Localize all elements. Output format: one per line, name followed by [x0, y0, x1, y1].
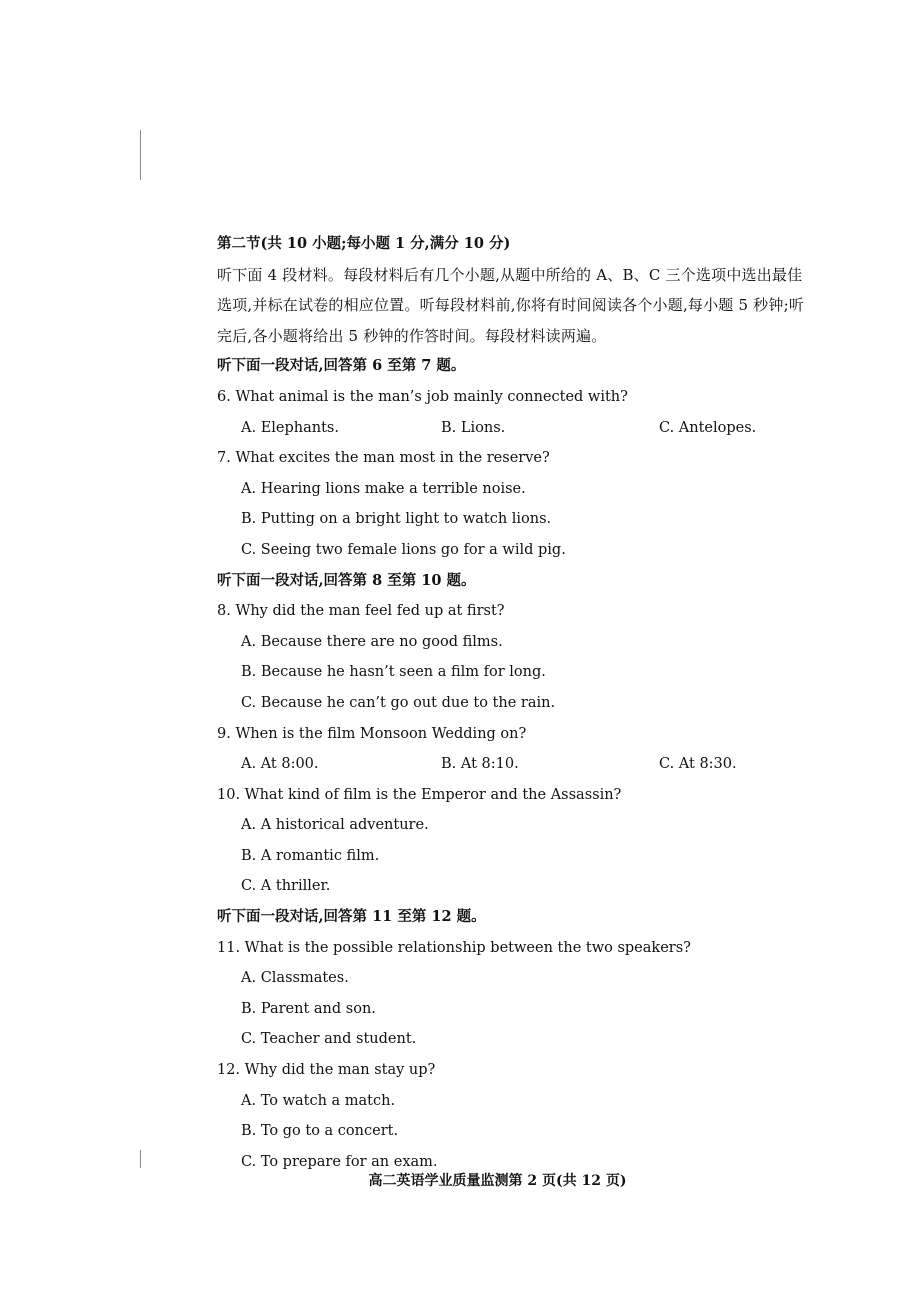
instructions: [217, 260, 817, 352]
page-footer: 高二英语学业质量监测第 2 页(共 12 页): [368, 1173, 627, 1189]
option-b: B. Lions.: [441, 419, 506, 436]
question-stem: 8. Why did the man feel fed up at first?: [217, 603, 505, 620]
option-a: A. To watch a match.: [241, 1092, 396, 1109]
option-c: C. At 8:30.: [659, 756, 737, 773]
question: [217, 719, 817, 780]
question: [217, 1055, 817, 1177]
question-group: [217, 351, 817, 565]
option-c: C. Antelopes.: [659, 419, 757, 436]
question-stem: 7. What excites the man most in the reserve?: [217, 450, 550, 467]
scan-artifact: [140, 1150, 141, 1168]
option-c: C. To prepare for an exam.: [241, 1153, 438, 1170]
question: [217, 443, 817, 565]
option-c: C. Teacher and student.: [241, 1031, 417, 1048]
group-heading: 听下面一段对话,回答第 11 至第 12 题。: [217, 908, 486, 926]
option-a: A. Because there are no good films.: [241, 633, 503, 650]
instruction-line: 选项,并标在试卷的相应位置。听每段材料前,你将有时间阅读各个小题,每小题 5 秒钟;听: [217, 296, 805, 315]
question: [217, 933, 817, 1055]
question-stem: 6. What animal is the man’s job mainly connected with?: [217, 388, 628, 405]
group-heading: 听下面一段对话,回答第 8 至第 10 题。: [217, 571, 476, 589]
option-b: B. Because he hasn’t seen a film for long.: [241, 664, 546, 681]
option-row: [217, 413, 817, 444]
option-a: A. Hearing lions make a terrible noise.: [241, 480, 526, 497]
option-a: A. A historical adventure.: [241, 817, 429, 834]
option-b: B. Putting on a bright light to watch lions.: [241, 511, 552, 528]
instruction-line: 完后,各小题将给出 5 秒钟的作答时间。每段材料读两遍。: [217, 326, 607, 345]
option-b: B. Parent and son.: [241, 1000, 376, 1017]
option-a: A. Elephants.: [241, 419, 339, 436]
scan-artifact: [140, 130, 141, 180]
option-a: A. Classmates.: [241, 970, 349, 987]
question: [217, 596, 817, 718]
option-row: [217, 749, 817, 780]
question-stem: 12. Why did the man stay up?: [217, 1062, 436, 1079]
option-b: B. To go to a concert.: [241, 1123, 399, 1140]
option-b: B. A romantic film.: [241, 847, 380, 864]
question: [217, 780, 817, 902]
question-group: [217, 902, 817, 1177]
option-c: C. Because he can’t go out due to the rain.: [241, 694, 556, 711]
question-groups: [217, 351, 817, 1177]
question-stem: 11. What is the possible relationship between the two speakers?: [217, 939, 691, 956]
option-c: C. Seeing two female lions go for a wild pig.: [241, 541, 566, 558]
question-group: [217, 566, 817, 903]
instruction-line: 听下面 4 段材料。每段材料后有几个小题,从题中所给的 A、B、C 三个选项中选出最佳: [217, 265, 803, 284]
group-heading: 听下面一段对话,回答第 6 至第 7 题。: [217, 357, 466, 375]
question-stem: 9. When is the film Monsoon Wedding on?: [217, 725, 527, 742]
exam-page: [217, 229, 817, 1177]
option-c: C. A thriller.: [241, 878, 331, 895]
option-b: B. At 8:10.: [441, 756, 519, 773]
option-a: A. At 8:00.: [241, 756, 319, 773]
question-stem: 10. What kind of film is the Emperor and the Assassin?: [217, 786, 622, 803]
question: [217, 382, 817, 443]
section-title: 第二节(共 10 小题;每小题 1 分,满分 10 分): [217, 235, 511, 252]
